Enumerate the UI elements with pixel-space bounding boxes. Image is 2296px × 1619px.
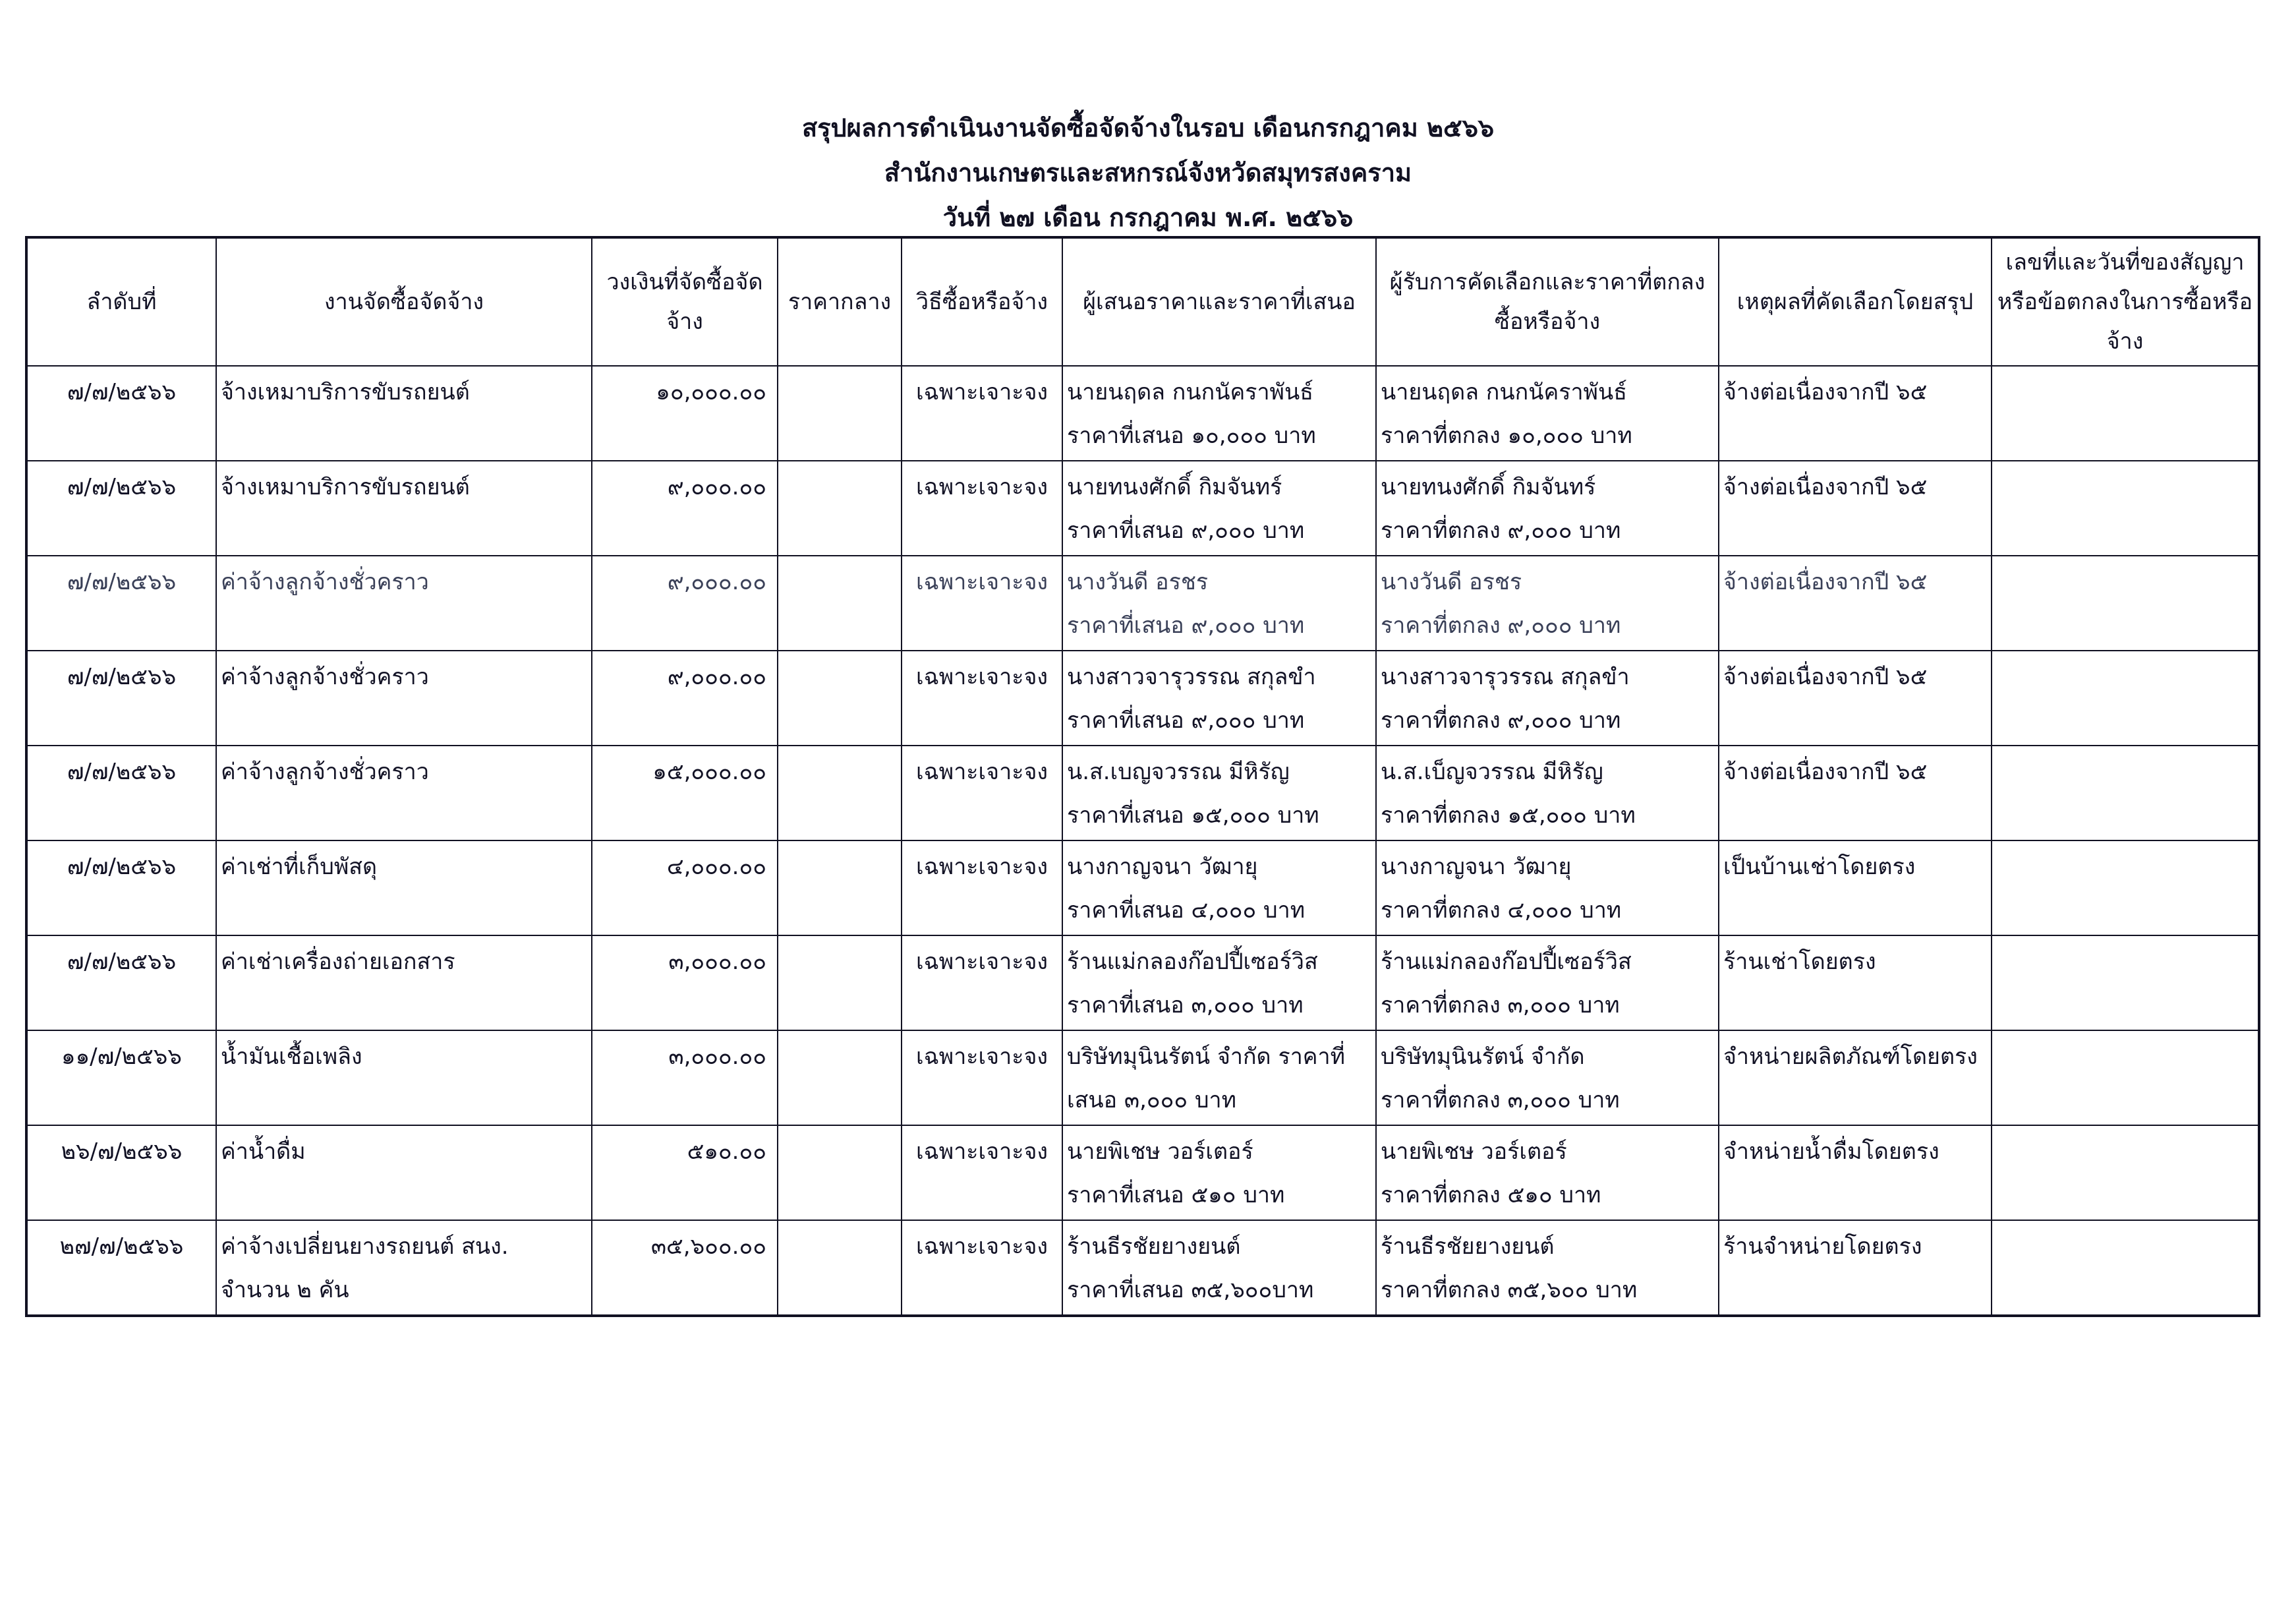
row-ref-price (778, 366, 902, 461)
row-date: ๗/๗/๒๕๖๖ (26, 366, 216, 461)
row-bidder-name: ร้านธีรชัยยางยนต์ (1067, 1233, 1241, 1260)
row-bidder (1062, 461, 1376, 556)
row-bidder-name: นายทนงศักดิ์ กิมจันทร์ (1067, 474, 1282, 500)
col-header-order: ลำดับที่ (26, 237, 216, 366)
col-header-ref-price: ราคากลาง (778, 237, 902, 366)
row-work-line: ค่าจ้างลูกจ้างชั่วคราว (221, 569, 429, 595)
row-winner (1376, 461, 1719, 556)
row-method: เฉพาะเจาะจง (902, 1030, 1062, 1125)
col-header-winner: ผู้รับการคัดเลือกและราคาที่ตกลงซื้อหรือจ้าง (1376, 237, 1719, 366)
row-work (216, 366, 592, 461)
row-method: เฉพาะเจาะจง (902, 461, 1062, 556)
row-budget: ๕๑๐.๐๐ (592, 1125, 778, 1220)
col-header-work: งานจัดซื้อจัดจ้าง (216, 237, 592, 366)
row-reason: จำหน่ายน้ำดื่มโดยตรง (1719, 1125, 1992, 1220)
row-bidder-price: ราคาที่เสนอ ๑๕,๐๐๐ บาท (1067, 802, 1319, 829)
document-title: สรุปผลการดำเนินงานจัดซื้อจัดจ้างในรอบ เดือนกรกฎาคม ๒๕๖๖ (801, 113, 1495, 142)
row-bidder-name: น.ส.เบญจวรรณ มีหิรัญ (1067, 759, 1290, 785)
row-work (216, 1220, 592, 1316)
row-winner-price: ราคาที่ตกลง ๓,๐๐๐ บาท (1381, 1087, 1620, 1113)
table-row (26, 1220, 2259, 1316)
row-ref-price (778, 651, 902, 746)
row-reason: จ้างต่อเนื่องจากปี ๖๕ (1719, 746, 1992, 840)
row-bidder (1062, 1125, 1376, 1220)
row-bidder (1062, 1030, 1376, 1125)
row-budget: ๙,๐๐๐.๐๐ (592, 651, 778, 746)
row-method: เฉพาะเจาะจง (902, 840, 1062, 935)
row-reason: ร้านเช่าโดยตรง (1719, 935, 1992, 1030)
row-work (216, 935, 592, 1030)
table-body (26, 366, 2259, 1316)
table-row (26, 1030, 2259, 1125)
procurement-table (25, 236, 2260, 1317)
row-contract (1992, 746, 2259, 840)
row-work (216, 1030, 592, 1125)
row-date: ๗/๗/๒๕๖๖ (26, 746, 216, 840)
row-date: ๗/๗/๒๕๖๖ (26, 556, 216, 651)
row-date: ๑๑/๗/๒๕๖๖ (26, 1030, 216, 1125)
col-header-contract: เลขที่และวันที่ของสัญญาหรือข้อตกลงในการซื้อหรือจ้าง (1992, 237, 2259, 366)
row-winner-name: ร้านธีรชัยยางยนต์ (1381, 1233, 1555, 1260)
row-bidder-name: นางวันดี อรชร (1067, 569, 1209, 595)
table-row (26, 556, 2259, 651)
row-bidder (1062, 1220, 1376, 1316)
table-row (26, 935, 2259, 1030)
row-ref-price (778, 1125, 902, 1220)
row-contract (1992, 935, 2259, 1030)
row-reason: ร้านจำหน่ายโดยตรง (1719, 1220, 1992, 1316)
row-winner-name: นายทนงศักดิ์ กิมจันทร์ (1381, 474, 1596, 500)
table-header-row (26, 237, 2259, 366)
row-winner-name: นายนฤดล กนกนัคราพันธ์ (1381, 379, 1627, 405)
row-bidder-price: ราคาที่เสนอ ๑๐,๐๐๐ บาท (1067, 423, 1316, 449)
row-reason: จ้างต่อเนื่องจากปี ๖๕ (1719, 651, 1992, 746)
row-winner (1376, 1125, 1719, 1220)
row-work-line: จำนวน ๒ คัน (221, 1277, 349, 1303)
row-bidder-price: เสนอ ๓,๐๐๐ บาท (1067, 1087, 1237, 1113)
row-contract (1992, 651, 2259, 746)
row-winner-name: นายพิเชษ วอร์เตอร์ (1381, 1138, 1567, 1165)
row-bidder-name: บริษัทมุนินรัตน์ จำกัด ราคาที่ (1067, 1044, 1346, 1070)
row-budget: ๑๕,๐๐๐.๐๐ (592, 746, 778, 840)
row-contract (1992, 1220, 2259, 1316)
row-date: ๒๖/๗/๒๕๖๖ (26, 1125, 216, 1220)
row-method: เฉพาะเจาะจง (902, 1220, 1062, 1316)
row-method: เฉพาะเจาะจง (902, 366, 1062, 461)
row-budget: ๓,๐๐๐.๐๐ (592, 935, 778, 1030)
row-work-line: ค่าจ้างลูกจ้างชั่วคราว (221, 759, 429, 785)
row-bidder-name: นายนฤดล กนกนัคราพันธ์ (1067, 379, 1313, 405)
row-winner (1376, 366, 1719, 461)
row-contract (1992, 840, 2259, 935)
row-method: เฉพาะเจาะจง (902, 746, 1062, 840)
row-bidder-price: ราคาที่เสนอ ๙,๐๐๐ บาท (1067, 517, 1305, 544)
row-winner (1376, 651, 1719, 746)
row-winner (1376, 556, 1719, 651)
row-bidder (1062, 556, 1376, 651)
row-contract (1992, 556, 2259, 651)
row-winner (1376, 1220, 1719, 1316)
row-work (216, 556, 592, 651)
row-work-line: ค่าจ้างลูกจ้างชั่วคราว (221, 664, 429, 690)
row-contract (1992, 461, 2259, 556)
row-ref-price (778, 1220, 902, 1316)
row-winner-price: ราคาที่ตกลง ๙,๐๐๐ บาท (1381, 612, 1621, 639)
row-date: ๒๗/๗/๒๕๖๖ (26, 1220, 216, 1316)
row-ref-price (778, 556, 902, 651)
row-winner-price: ราคาที่ตกลง ๙,๐๐๐ บาท (1381, 517, 1621, 544)
row-ref-price (778, 461, 902, 556)
row-winner-price: ราคาที่ตกลง ๕๑๐ บาท (1381, 1182, 1601, 1208)
row-bidder-name: นางสาวจารุวรรณ สกุลขำ (1067, 664, 1316, 690)
row-winner-price: ราคาที่ตกลง ๓๕,๖๐๐ บาท (1381, 1277, 1638, 1303)
row-ref-price (778, 935, 902, 1030)
row-winner-price: ราคาที่ตกลง ๑๕,๐๐๐ บาท (1381, 802, 1636, 829)
row-method: เฉพาะเจาะจง (902, 935, 1062, 1030)
row-work (216, 1125, 592, 1220)
row-ref-price (778, 746, 902, 840)
row-method: เฉพาะเจาะจง (902, 651, 1062, 746)
row-bidder (1062, 651, 1376, 746)
col-header-bidder: ผู้เสนอราคาและราคาที่เสนอ (1062, 237, 1376, 366)
document-date: วันที่ ๒๗ เดือน กรกฎาคม พ.ศ. ๒๕๖๖ (942, 203, 1354, 232)
row-winner-name: ร้านแม่กลองก๊อปปี้เซอร์วิส (1381, 949, 1632, 975)
row-method: เฉพาะเจาะจง (902, 1125, 1062, 1220)
row-winner-name: บริษัทมุนินรัตน์ จำกัด (1381, 1044, 1585, 1070)
row-winner (1376, 935, 1719, 1030)
row-reason: จ้างต่อเนื่องจากปี ๖๕ (1719, 366, 1992, 461)
row-work (216, 840, 592, 935)
col-header-method: วิธีซื้อหรือจ้าง (902, 237, 1062, 366)
table-row (26, 746, 2259, 840)
table-row (26, 1125, 2259, 1220)
row-bidder-price: ราคาที่เสนอ ๓,๐๐๐ บาท (1067, 992, 1304, 1018)
row-budget: ๙,๐๐๐.๐๐ (592, 461, 778, 556)
row-winner (1376, 1030, 1719, 1125)
table-row (26, 840, 2259, 935)
row-bidder-name: นายพิเชษ วอร์เตอร์ (1067, 1138, 1253, 1165)
row-bidder-price: ราคาที่เสนอ ๙,๐๐๐ บาท (1067, 612, 1305, 639)
row-contract (1992, 1125, 2259, 1220)
row-winner-price: ราคาที่ตกลง ๓,๐๐๐ บาท (1381, 992, 1620, 1018)
row-bidder (1062, 840, 1376, 935)
row-budget: ๓,๐๐๐.๐๐ (592, 1030, 778, 1125)
row-budget: ๔,๐๐๐.๐๐ (592, 840, 778, 935)
row-contract (1992, 1030, 2259, 1125)
row-date: ๗/๗/๒๕๖๖ (26, 935, 216, 1030)
row-bidder (1062, 366, 1376, 461)
table-row (26, 366, 2259, 461)
row-reason: จ้างต่อเนื่องจากปี ๖๕ (1719, 461, 1992, 556)
row-reason: จ้างต่อเนื่องจากปี ๖๕ (1719, 556, 1992, 651)
row-bidder (1062, 935, 1376, 1030)
row-winner-name: นางกาญจนา วัฒายุ (1381, 854, 1572, 880)
row-reason: เป็นบ้านเช่าโดยตรง (1719, 840, 1992, 935)
row-winner-name: นางสาวจารุวรรณ สกุลขำ (1381, 664, 1630, 690)
row-bidder (1062, 746, 1376, 840)
row-bidder-price: ราคาที่เสนอ ๙,๐๐๐ บาท (1067, 707, 1305, 734)
row-ref-price (778, 1030, 902, 1125)
row-work (216, 651, 592, 746)
row-winner (1376, 746, 1719, 840)
row-budget: ๓๕,๖๐๐.๐๐ (592, 1220, 778, 1316)
row-work-line: ค่าเช่าที่เก็บพัสดุ (221, 854, 378, 880)
col-header-reason: เหตุผลที่คัดเลือกโดยสรุป (1719, 237, 1992, 366)
row-work (216, 461, 592, 556)
row-winner-price: ราคาที่ตกลง ๔,๐๐๐ บาท (1381, 897, 1622, 924)
row-date: ๗/๗/๒๕๖๖ (26, 651, 216, 746)
row-work-line: จ้างเหมาบริการขับรถยนต์ (221, 379, 470, 405)
row-bidder-name: นางกาญจนา วัฒายุ (1067, 854, 1258, 880)
row-work (216, 746, 592, 840)
row-winner (1376, 840, 1719, 935)
row-winner-name: นางวันดี อรชร (1381, 569, 1522, 595)
row-work-line: ค่าจ้างเปลี่ยนยางรถยนต์ สนง. (221, 1233, 509, 1260)
row-reason: จำหน่ายผลิตภัณฑ์โดยตรง (1719, 1030, 1992, 1125)
row-bidder-price: ราคาที่เสนอ ๔,๐๐๐ บาท (1067, 897, 1306, 924)
row-winner-name: น.ส.เบ็ญจวรรณ มีหิรัญ (1381, 759, 1603, 785)
document-header (0, 105, 2296, 240)
table-row (26, 461, 2259, 556)
table-row (26, 651, 2259, 746)
row-date: ๗/๗/๒๕๖๖ (26, 461, 216, 556)
office-name: สำนักงานเกษตรและสหกรณ์จังหวัดสมุทรสงคราม (884, 158, 1412, 187)
row-method: เฉพาะเจาะจง (902, 556, 1062, 651)
row-winner-price: ราคาที่ตกลง ๙,๐๐๐ บาท (1381, 707, 1621, 734)
row-ref-price (778, 840, 902, 935)
row-winner-price: ราคาที่ตกลง ๑๐,๐๐๐ บาท (1381, 423, 1632, 449)
col-header-budget: วงเงินที่จัดซื้อจัดจ้าง (592, 237, 778, 366)
row-budget: ๙,๐๐๐.๐๐ (592, 556, 778, 651)
row-date: ๗/๗/๒๕๖๖ (26, 840, 216, 935)
row-work-line: น้ำมันเชื้อเพลิง (221, 1044, 362, 1070)
row-contract (1992, 366, 2259, 461)
row-work-line: จ้างเหมาบริการขับรถยนต์ (221, 474, 470, 500)
row-work-line: ค่าเช่าเครื่องถ่ายเอกสาร (221, 949, 455, 975)
row-work-line: ค่าน้ำดื่ม (221, 1138, 306, 1165)
row-bidder-price: ราคาที่เสนอ ๕๑๐ บาท (1067, 1182, 1285, 1208)
row-bidder-price: ราคาที่เสนอ ๓๕,๖๐๐บาท (1067, 1277, 1314, 1303)
row-budget: ๑๐,๐๐๐.๐๐ (592, 366, 778, 461)
row-bidder-name: ร้านแม่กลองก๊อปปี้เซอร์วิส (1067, 949, 1318, 975)
